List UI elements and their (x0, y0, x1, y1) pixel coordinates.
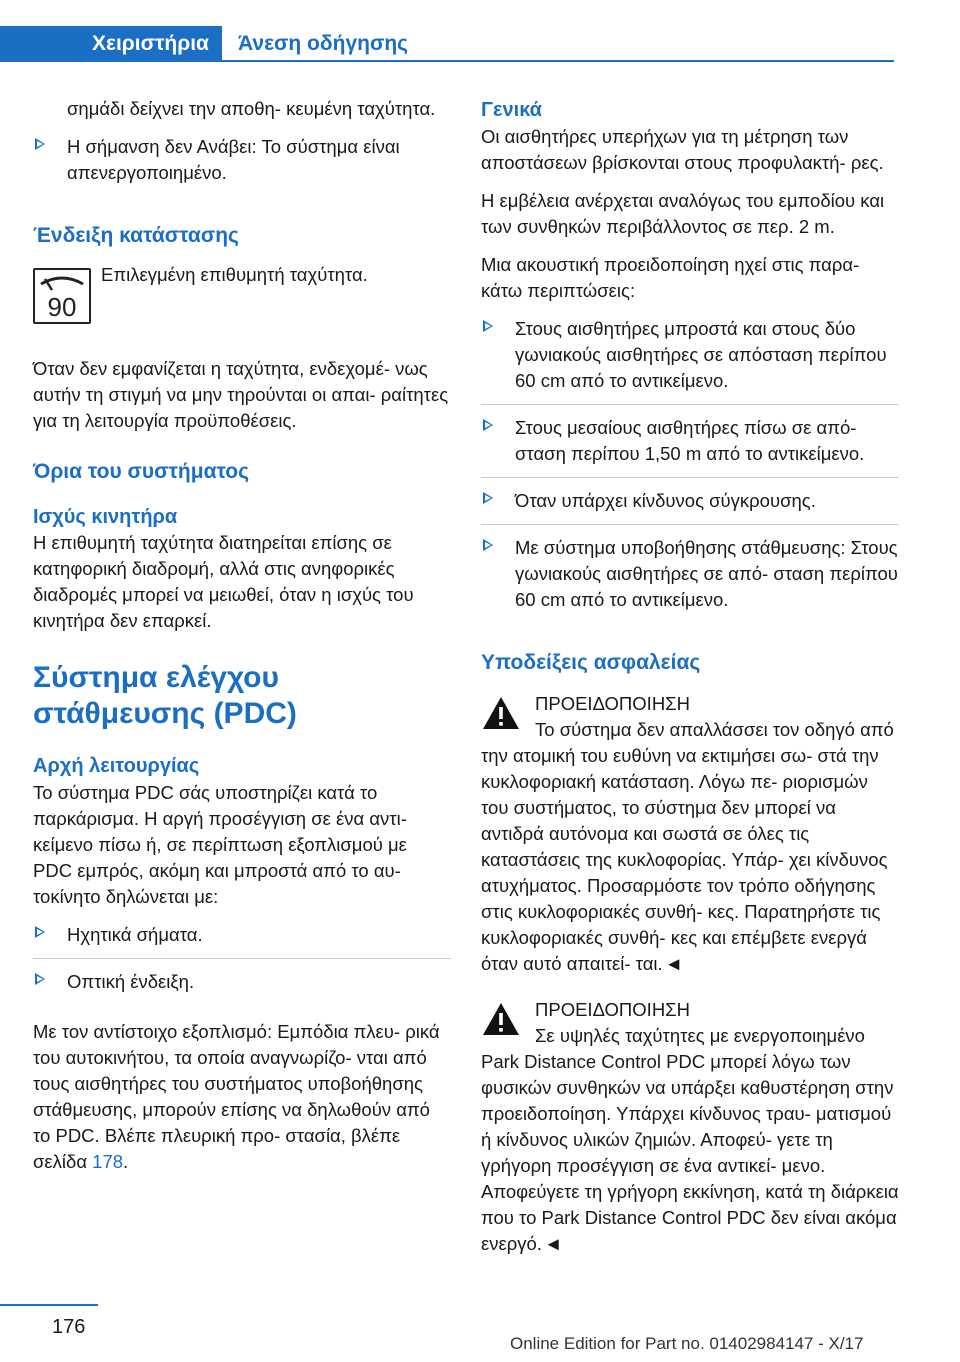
paragraph-end: . (123, 1151, 129, 1172)
bullet-triangle-icon (35, 138, 45, 150)
list-item (481, 415, 899, 478)
warning-block-2 (481, 997, 899, 1257)
list-item (33, 922, 451, 959)
status-bullet-list (33, 134, 451, 196)
warning-title: ΠΡΟΕΙΔΟΠΟΙΗΣΗ (535, 693, 690, 714)
section-tab-controls: Χειριστήρια (0, 26, 222, 62)
section-tab-driving-comfort: Άνεση οδήγησης (238, 32, 409, 55)
warning-triangle-icon (481, 1001, 521, 1037)
list-item-text: Στους μεσαίους αισθητήρες πίσω σε από- σταση περίπου 1,50 m από το αντικείμενο. (515, 417, 865, 464)
heading-engine-power: Ισχύς κινητήρα (33, 506, 178, 528)
list-item (33, 134, 451, 196)
heading-function-principle: Αρχή λειτουργίας (33, 755, 200, 777)
list-item (33, 969, 451, 1005)
header-divider (222, 60, 894, 62)
bullet-triangle-icon (483, 419, 493, 431)
bullet-triangle-icon (35, 973, 45, 985)
paragraph-warning-intro: Μια ακουστική προειδοποίηση ηχεί στις παρα- κάτω περιπτώσεις: (481, 254, 860, 301)
paragraph-function-principle: Το σύστημα PDC σάς υποστηρίζει κατά το παρκάρισμα. Η αργή προσέγγιση σε ένα αντι- κείμενο πίσω ή, σε περίπτωση εξοπλισμού με PDC εμπρός, ακόμη και μπροστά από το αυ- τοκίνητο δηλώνεται με: (33, 782, 407, 907)
paragraph-text: Με τον αντίστοιχο εξοπλισμό: Εμπόδια πλευ- ρικά του αυτοκινήτου, τα οποία αναγνωρίζο- νται από τους αισθητήρες του συστήματος υποβοήθησης στάθμευσης, μπορούν επίσης να δηλωθούν από το PDC. Βλέπε πλευρική προ- στασία, βλέπε σελίδα (33, 1021, 440, 1172)
status-display-text: Επιλεγμένη επιθυμητή ταχύτητα. (101, 264, 368, 285)
end-mark-icon: ◄ (543, 1233, 563, 1254)
list-item (481, 316, 899, 405)
paragraph-range: Η εμβέλεια ανέρχεται αναλόγως του εμποδίου και των συνθηκών περιβάλλοντος σε περ. 2 m. (481, 190, 885, 237)
end-mark-icon: ◄ (664, 953, 683, 974)
list-item-text: Η σήμανση δεν Ανάβει: Το σύστημα είναι απενεργοποιημένο. (67, 136, 400, 183)
warning-text: Το σύστημα δεν απαλλάσσει τον οδηγό από την ατομική του ευθύνη να εκτιμήσει σω- στά την κυκλοφοριακή κατάσταση. Λόγω πε- ριορισμών του συστήματος, το σύστημα δεν μπορεί να αντιδρά αυτόνομα και σωστά σε όλες τις καταστάσεις της κυκλοφορίας. Υπάρ- χει κίνδυνος ατυχήματος. Προσαρμόστε τον τρόπο οδήγησης στις κυκλοφοριακές συνθή- κες. Παρατηρήστε τις κυκλοφοριακές συνθή- κες και επέμβετε ενεργά όταν αυτό απαιτεί- ται. (481, 719, 894, 974)
warning-text: Σε υψηλές ταχύτητες με ενεργοποιημένο Park Distance Control PDC μπορεί λόγω των φυσικών συνθηκών να υπάρξει καθυστέρηση στην προειδοποίηση. Υπάρχει κίνδυνος τραυ- ματισμού ή κίνδυνος υλικών ζημιών. Αποφεύ- γετε τη γρήγορη προσέγγιση σε ένα αντικεί- μενο. Αποφεύγετε τη γρήγορη εκκίνηση, κατά τη διάρκεια που το Park Distance Control PDC δεν είναι ακόμα ενεργό. (481, 1025, 899, 1254)
indication-list (33, 922, 451, 1005)
warning-triangle-icon (481, 695, 521, 731)
list-item (481, 488, 899, 525)
paragraph-sensors: Οι αισθητήρες υπερήχων για τη μέτρηση των αποστάσεων βρίσκονται στους προφυλακτή- ρες. (481, 126, 884, 173)
list-item-text: Όταν υπάρχει κίνδυνος σύγκρουσης. (515, 490, 816, 511)
speed-limit-icon (33, 268, 91, 324)
page-number: 176 (52, 1316, 86, 1338)
continued-text: σημάδι δείχνει την αποθη- κευμένη ταχύτητα. (67, 98, 436, 119)
paragraph-engine-power: Η επιθυμητή ταχύτητα διατηρείται επίσης σε κατηφορική διαδρομή, αλλά στις ανηφορικές διαδρομές μπορεί να μειωθεί, όταν η ισχύς του κινητήρα δεν επαρκεί. (33, 532, 414, 631)
speed-limit-value: 90 (47, 292, 77, 322)
heading-general: Γενικά (481, 99, 542, 121)
heading-status-display: Ένδειξη κατάστασης (33, 224, 239, 247)
page-header (0, 0, 960, 62)
bullet-triangle-icon (35, 926, 45, 938)
bullet-triangle-icon (483, 492, 493, 504)
list-item (481, 535, 899, 623)
footer-divider (0, 1304, 98, 1306)
bullet-triangle-icon (483, 320, 493, 332)
left-column (33, 96, 451, 1187)
edition-footer: Online Edition for Part no. 01402984147 - X/17 (510, 1334, 864, 1353)
status-display-row (33, 262, 451, 336)
acoustic-warning-list (481, 316, 899, 623)
page-link[interactable]: 178 (92, 1151, 124, 1172)
heading-pdc: Σύστημα ελέγχου στάθμευσης (PDC) (33, 661, 297, 730)
list-item-text: Με σύστημα υποβοήθησης στάθμευσης: Στους γωνιακούς αισθητήρες σε από- σταση περίπου 60 cm από το αντικείμενο. (515, 537, 898, 610)
right-column (481, 96, 899, 1277)
bullet-triangle-icon (483, 539, 493, 551)
heading-system-limits: Όρια του συστήματος (33, 460, 250, 483)
list-item-text: Οπτική ένδειξη. (67, 971, 195, 992)
warning-title: ΠΡΟΕΙΔΟΠΟΙΗΣΗ (535, 999, 690, 1020)
list-item-text: Ηχητικά σήματα. (67, 924, 203, 945)
warning-block-1 (481, 691, 899, 977)
paragraph-side-protection (33, 1019, 451, 1175)
paragraph-speed-missing: Όταν δεν εμφανίζεται η ταχύτητα, ενδεχομέ- νως αυτήν τη στιγμή να μην τηρούνται οι απαι- ραίτητες για τη λειτουργία προϋποθέσεις. (33, 358, 449, 431)
heading-safety-notes: Υποδείξεις ασφαλείας (481, 651, 701, 674)
list-item-text: Στους αισθητήρες μπροστά και στους δύο γωνιακούς αισθητήρες σε απόσταση περίπου 60 cm από το αντικείμενο. (515, 318, 887, 391)
